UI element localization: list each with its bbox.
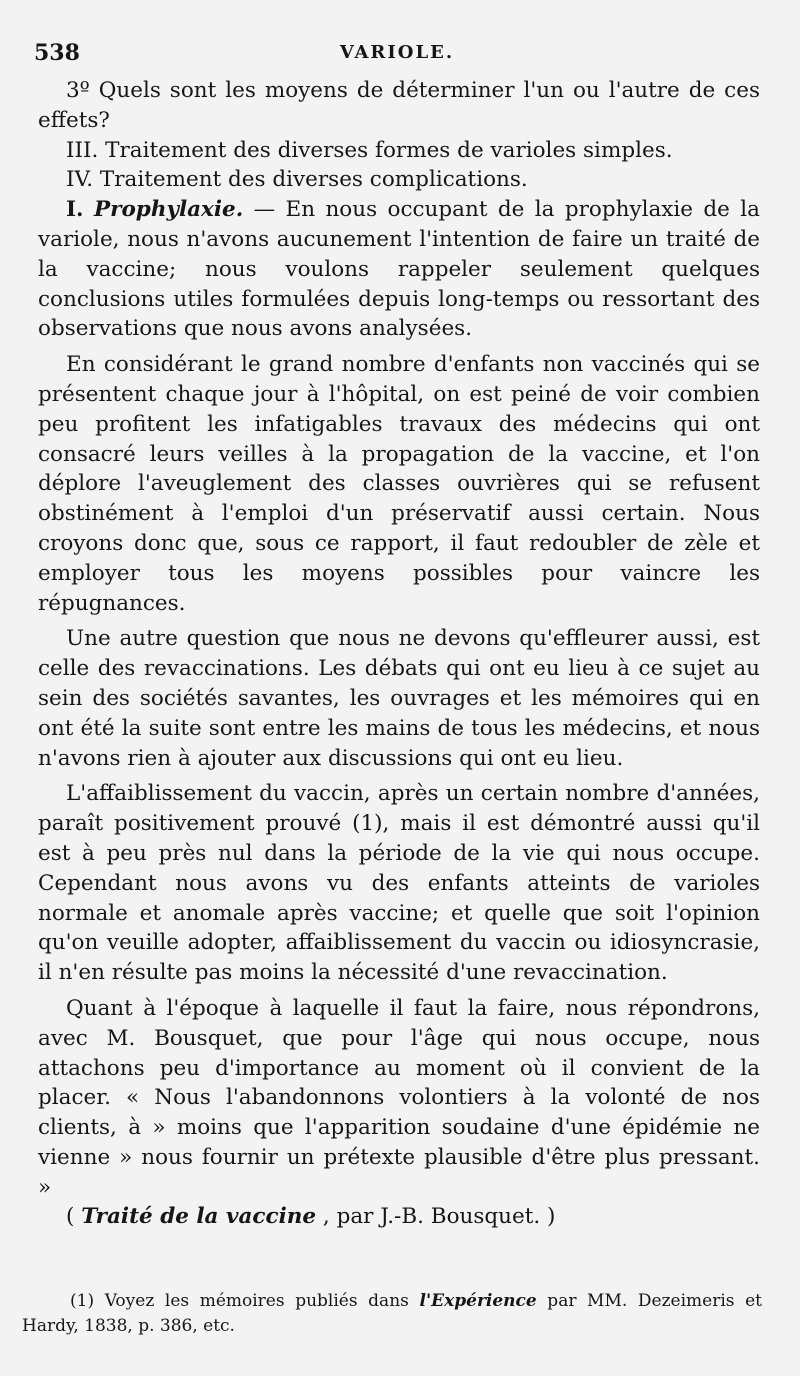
section-number: I. <box>66 197 84 223</box>
footnote-marker: (1) <box>70 1291 95 1311</box>
paragraph-5: Quant à l'époque à laquelle il faut la faire, nous répondrons, avec M. Bousquet, que pour l'âge qui nous occupe, nous attachons peu d'importance au moment où il convient de la placer. « Nous l'abandonnons volontiers à la volonté de nos clients, à » moins que l'apparition soudaine d'une épidémie ne vienne » nous fournir un prétexte plausible d'être plus pressant. » <box>38 995 760 1200</box>
footnotes <box>22 1289 762 1339</box>
citation <box>38 1202 760 1232</box>
footnote-1 <box>22 1289 762 1339</box>
paragraph-prophylaxie <box>38 195 760 344</box>
page-header <box>34 40 760 70</box>
body-text <box>38 76 760 1232</box>
section-III: III. Traitement des diverses formes de varioles simples. <box>66 137 673 163</box>
section-IV: IV. Traitement des diverses complications. <box>66 167 528 193</box>
paragraph-2: En considérant le grand nombre d'enfants non vaccinés qui se présentent chaque jour à l'hôpital, on est peiné de voir combien peu profitent les infatigables travaux des médecins qui ont consacré leurs veilles à la propagation de la vaccine, et l'on déplore l'aveuglement des classes ouvrières qui se refusent obstinément à l'emploi d'un préservatif aussi certain. Nous croyons donc que, sous ce rapport, il faut redoubler de zèle et employer tous les moyens possibles pour vaincre les répugnances. <box>38 352 760 616</box>
section-title: Prophylaxie. <box>93 197 244 223</box>
paragraph-text: — En nous occupant de la prophylaxie de la variole, nous n'avons aucunement l'intention de faire un traité de la vaccine; nous voulons rappeler seulement quelques conclusions utiles formulées depuis long-temps ou ressortant des observations que nous avons analysées. <box>38 197 760 342</box>
running-title: VARIOLE. <box>339 42 455 63</box>
citation-title: Traité de la vaccine <box>81 1204 317 1230</box>
paragraph-4: L'affaiblissement du vaccin, après un certain nombre d'années, paraît positivement prouvé (1), mais il est démontré aussi qu'il est à peu près nul dans la période de la vie qui nous occupe. Cependant nous avons vu des enfants atteints de varioles normale et anomale après vaccine; et quelle que soit l'opinion qu'on veuille adopter, affaiblissement du vaccin ou idiosyncrasie, il n'en résulte pas moins la nécessité d'une revaccination. <box>38 781 760 986</box>
page-number: 538 <box>34 40 80 66</box>
list-item-3: 3º Quels sont les moyens de déterminer l'un ou l'autre de ces effets? <box>38 78 760 133</box>
footnote-text-before: Voyez les mémoires publiés dans <box>94 1291 420 1311</box>
paragraph-3: Une autre question que nous ne devons qu'effleurer aussi, est celle des revaccinations. Les débats qui ont eu lieu à ce sujet au sein des sociétés savantes, les ouvrages et les mémoires qui en ont été la suite sont entre les mains de tous les médecins, et nous n'avons rien à ajouter aux discussions qui ont eu lieu. <box>38 626 760 771</box>
citation-rest: , par J.-B. Bousquet. ) <box>322 1204 556 1230</box>
citation-open: ( <box>66 1204 75 1230</box>
footnote-text-after: par MM. Dezeimeris et Hardy, 1838, p. 386, etc. <box>22 1291 762 1336</box>
footnote-journal: l'Expérience <box>419 1291 537 1311</box>
